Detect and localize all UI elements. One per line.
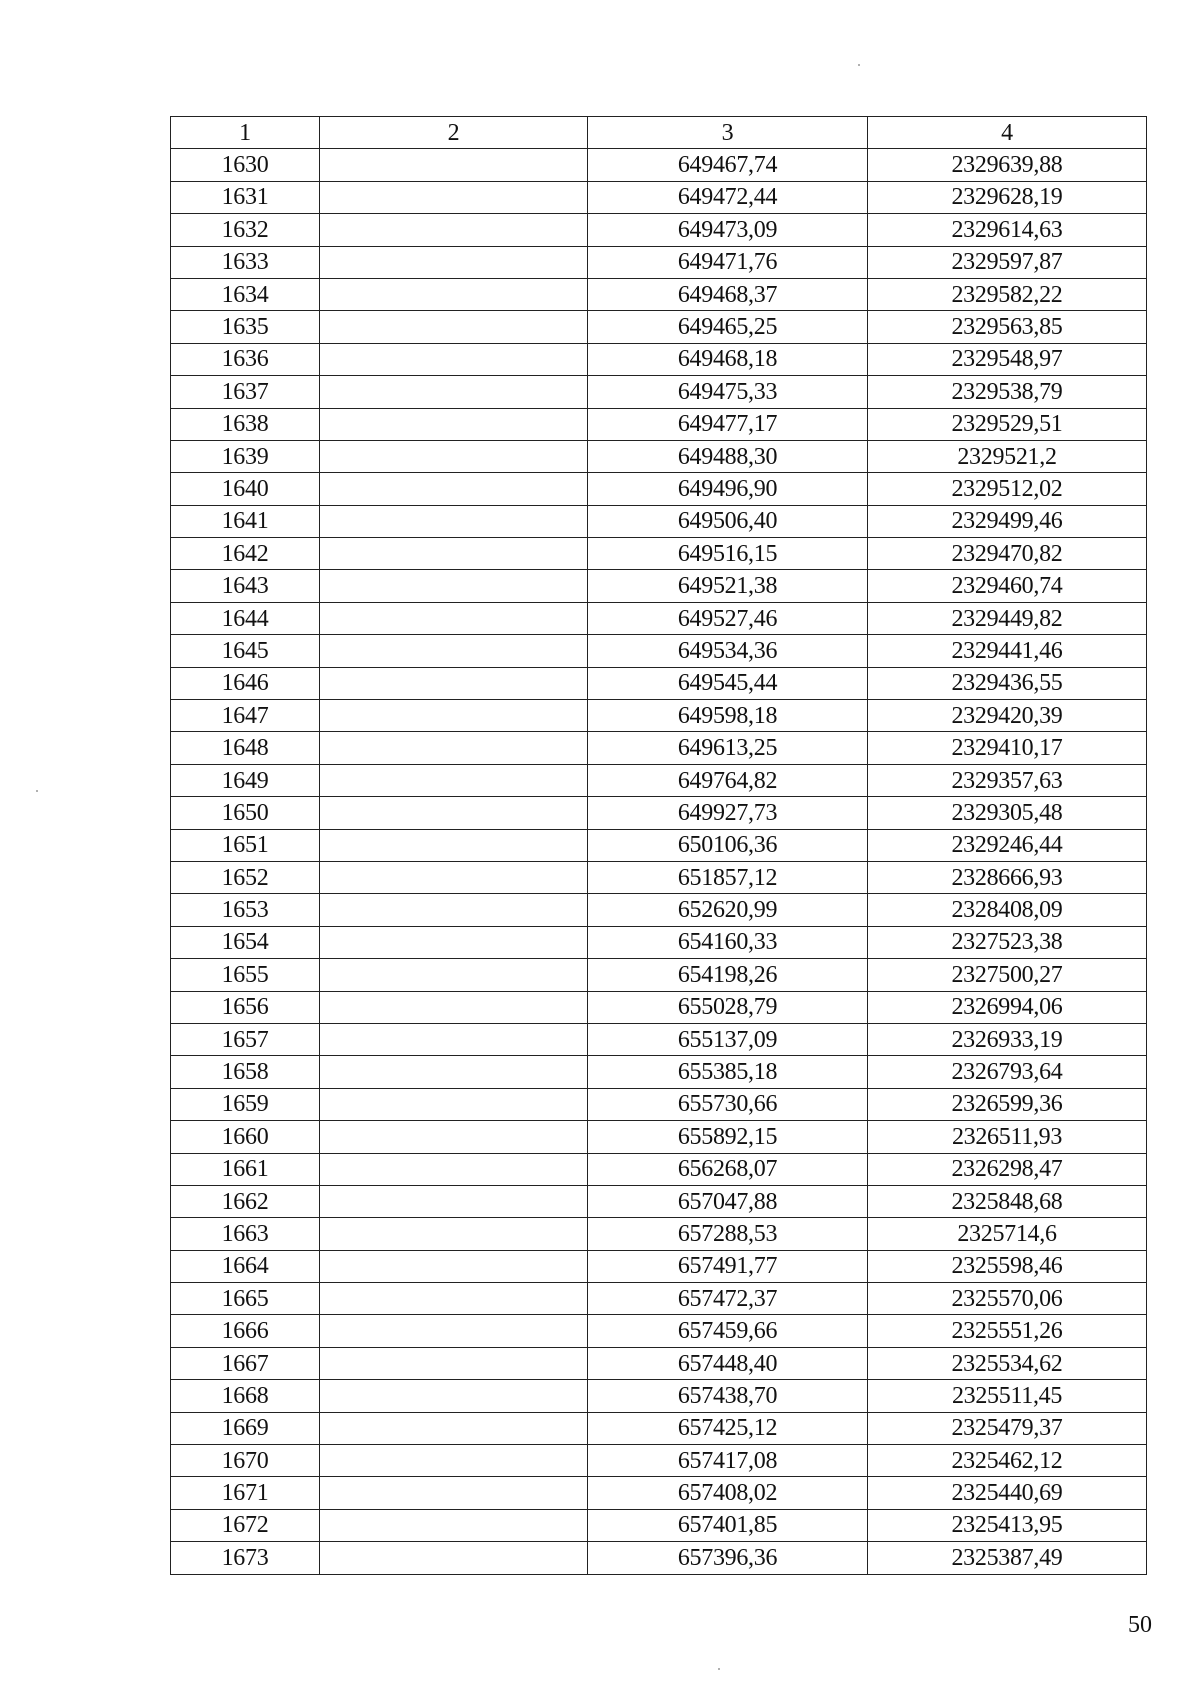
table-cell-col-4: 2325534,62 [868, 1347, 1147, 1379]
table-row [171, 1121, 1147, 1153]
table-cell-col-3: 657408,02 [588, 1477, 868, 1509]
table-cell-col-3: 657047,88 [588, 1185, 868, 1217]
table-cell-col-2 [320, 538, 588, 570]
table-cell-col-1: 1643 [171, 570, 320, 602]
table-cell-col-4: 2329521,2 [868, 440, 1147, 472]
table-cell-col-2 [320, 1509, 588, 1541]
table-cell-col-3: 657288,53 [588, 1218, 868, 1250]
table-cell-col-2 [320, 1153, 588, 1185]
table-cell-col-2 [320, 1088, 588, 1120]
table-cell-col-2 [320, 602, 588, 634]
table-row [171, 1347, 1147, 1379]
table-cell-col-2 [320, 1023, 588, 1055]
table-cell-col-2 [320, 1412, 588, 1444]
table-cell-col-4: 2326511,93 [868, 1121, 1147, 1153]
table-cell-col-3: 652620,99 [588, 894, 868, 926]
table-cell-col-3: 649527,46 [588, 602, 868, 634]
table-row [171, 440, 1147, 472]
table-cell-col-2 [320, 1283, 588, 1315]
table-cell-col-1: 1637 [171, 376, 320, 408]
table-cell-col-4: 2329305,48 [868, 797, 1147, 829]
table-cell-col-4: 2329628,19 [868, 181, 1147, 213]
table-cell-col-1: 1658 [171, 1056, 320, 1088]
table-row [171, 1056, 1147, 1088]
table-cell-col-3: 655730,66 [588, 1088, 868, 1120]
table-cell-col-3: 649488,30 [588, 440, 868, 472]
table-cell-col-3: 657425,12 [588, 1412, 868, 1444]
table-cell-col-1: 1655 [171, 959, 320, 991]
table-cell-col-2 [320, 440, 588, 472]
table-cell-col-3: 649468,18 [588, 343, 868, 375]
table-cell-col-2 [320, 246, 588, 278]
table-cell-col-3: 657491,77 [588, 1250, 868, 1282]
table-cell-col-3: 649465,25 [588, 311, 868, 343]
table-cell-col-4: 2329548,97 [868, 343, 1147, 375]
table-cell-col-1: 1668 [171, 1380, 320, 1412]
table-cell-col-4: 2329246,44 [868, 829, 1147, 861]
table-row [171, 1315, 1147, 1347]
table-cell-col-4: 2327523,38 [868, 926, 1147, 958]
table-cell-col-1: 1642 [171, 538, 320, 570]
table-row [171, 149, 1147, 181]
table-cell-col-3: 657472,37 [588, 1283, 868, 1315]
table-cell-col-2 [320, 311, 588, 343]
table-cell-col-1: 1634 [171, 278, 320, 310]
table-row [171, 570, 1147, 602]
table-cell-col-2 [320, 926, 588, 958]
table-row [171, 991, 1147, 1023]
table-cell-col-3: 649545,44 [588, 667, 868, 699]
table-cell-col-4: 2326298,47 [868, 1153, 1147, 1185]
table-cell-col-4: 2329538,79 [868, 376, 1147, 408]
table-cell-col-2 [320, 343, 588, 375]
table-cell-col-3: 651857,12 [588, 861, 868, 893]
table-cell-col-4: 2326994,06 [868, 991, 1147, 1023]
table-cell-col-3: 649764,82 [588, 764, 868, 796]
table-row [171, 408, 1147, 440]
table-cell-col-1: 1654 [171, 926, 320, 958]
table-cell-col-4: 2329614,63 [868, 214, 1147, 246]
table-row [171, 505, 1147, 537]
table-row [171, 214, 1147, 246]
table-cell-col-3: 649477,17 [588, 408, 868, 440]
table-cell-col-3: 655137,09 [588, 1023, 868, 1055]
table-cell-col-1: 1640 [171, 473, 320, 505]
table-row [171, 1218, 1147, 1250]
table-row [171, 797, 1147, 829]
table-cell-col-4: 2329357,63 [868, 764, 1147, 796]
table-cell-col-1: 1659 [171, 1088, 320, 1120]
table-row [171, 926, 1147, 958]
table-cell-col-4: 2326793,64 [868, 1056, 1147, 1088]
table-cell-col-1: 1657 [171, 1023, 320, 1055]
table-row [171, 602, 1147, 634]
table-cell-col-4: 2329512,02 [868, 473, 1147, 505]
table-row [171, 894, 1147, 926]
table-row [171, 311, 1147, 343]
table-cell-col-4: 2325848,68 [868, 1185, 1147, 1217]
table-cell-col-3: 657417,08 [588, 1445, 868, 1477]
table-cell-col-1: 1673 [171, 1542, 320, 1574]
table-cell-col-2 [320, 861, 588, 893]
table-cell-col-1: 1665 [171, 1283, 320, 1315]
header-cell-1: 1 [171, 117, 320, 149]
table-cell-col-2 [320, 894, 588, 926]
table-cell-col-2 [320, 1380, 588, 1412]
table-cell-col-1: 1669 [171, 1412, 320, 1444]
table-row [171, 1412, 1147, 1444]
table-cell-col-3: 655385,18 [588, 1056, 868, 1088]
table-header [171, 117, 1147, 149]
table-cell-col-4: 2325479,37 [868, 1412, 1147, 1444]
table-row [171, 246, 1147, 278]
table-cell-col-4: 2326599,36 [868, 1088, 1147, 1120]
table-cell-col-1: 1635 [171, 311, 320, 343]
table-cell-col-4: 2325440,69 [868, 1477, 1147, 1509]
table-cell-col-3: 650106,36 [588, 829, 868, 861]
table-cell-col-1: 1662 [171, 1185, 320, 1217]
table-cell-col-3: 649472,44 [588, 181, 868, 213]
table-cell-col-3: 655028,79 [588, 991, 868, 1023]
table-cell-col-1: 1631 [171, 181, 320, 213]
table-cell-col-2 [320, 700, 588, 732]
table-cell-col-2 [320, 278, 588, 310]
table-cell-col-2 [320, 505, 588, 537]
table-cell-col-2 [320, 570, 588, 602]
table-cell-col-2 [320, 667, 588, 699]
table-cell-col-2 [320, 376, 588, 408]
table-row [171, 1283, 1147, 1315]
table-cell-col-4: 2329499,46 [868, 505, 1147, 537]
table-cell-col-1: 1664 [171, 1250, 320, 1282]
table-cell-col-2 [320, 473, 588, 505]
header-cell-4: 4 [868, 117, 1147, 149]
table-cell-col-4: 2325598,46 [868, 1250, 1147, 1282]
table-cell-col-2 [320, 1056, 588, 1088]
table-row [171, 732, 1147, 764]
table-cell-col-2 [320, 1542, 588, 1574]
table-cell-col-3: 657448,40 [588, 1347, 868, 1379]
table-cell-col-1: 1632 [171, 214, 320, 246]
table-row [171, 1185, 1147, 1217]
table-row [171, 1445, 1147, 1477]
table-cell-col-4: 2329449,82 [868, 602, 1147, 634]
table-cell-col-1: 1639 [171, 440, 320, 472]
table-cell-col-4: 2325462,12 [868, 1445, 1147, 1477]
table-cell-col-3: 649467,74 [588, 149, 868, 181]
table-cell-col-2 [320, 1250, 588, 1282]
table-cell-col-1: 1644 [171, 602, 320, 634]
table-cell-col-3: 649475,33 [588, 376, 868, 408]
table-row [171, 861, 1147, 893]
table-cell-col-1: 1646 [171, 667, 320, 699]
table-cell-col-1: 1645 [171, 635, 320, 667]
table-cell-col-1: 1647 [171, 700, 320, 732]
table-row [171, 1088, 1147, 1120]
table-cell-col-3: 657459,66 [588, 1315, 868, 1347]
table-cell-col-4: 2329441,46 [868, 635, 1147, 667]
table-cell-col-3: 649613,25 [588, 732, 868, 764]
table-cell-col-4: 2325570,06 [868, 1283, 1147, 1315]
table-cell-col-2 [320, 1185, 588, 1217]
table-cell-col-4: 2329582,22 [868, 278, 1147, 310]
table-row [171, 1380, 1147, 1412]
header-cell-2: 2 [320, 117, 588, 149]
table-cell-col-1: 1656 [171, 991, 320, 1023]
table-body [171, 149, 1147, 1574]
table-cell-col-4: 2329460,74 [868, 570, 1147, 602]
table-cell-col-4: 2325551,26 [868, 1315, 1147, 1347]
table-row [171, 278, 1147, 310]
table-row [171, 1023, 1147, 1055]
table-row [171, 764, 1147, 796]
table-cell-col-1: 1648 [171, 732, 320, 764]
table-cell-col-1: 1663 [171, 1218, 320, 1250]
table-cell-col-4: 2329639,88 [868, 149, 1147, 181]
table-cell-col-3: 649598,18 [588, 700, 868, 732]
table-cell-col-1: 1649 [171, 764, 320, 796]
table-row [171, 635, 1147, 667]
table-row [171, 1542, 1147, 1574]
table-cell-col-4: 2326933,19 [868, 1023, 1147, 1055]
table-cell-col-2 [320, 764, 588, 796]
table-cell-col-2 [320, 797, 588, 829]
table-cell-col-1: 1661 [171, 1153, 320, 1185]
table-cell-col-2 [320, 1477, 588, 1509]
table-cell-col-1: 1651 [171, 829, 320, 861]
table-row [171, 1509, 1147, 1541]
table-cell-col-2 [320, 1347, 588, 1379]
coordinates-table [170, 116, 1147, 1575]
table-row [171, 1153, 1147, 1185]
table-cell-col-4: 2328408,09 [868, 894, 1147, 926]
table-cell-col-3: 656268,07 [588, 1153, 868, 1185]
table-cell-col-4: 2329470,82 [868, 538, 1147, 570]
scan-speck [36, 790, 38, 792]
table-cell-col-2 [320, 991, 588, 1023]
table-cell-col-1: 1652 [171, 861, 320, 893]
scan-speck [718, 1668, 720, 1670]
table-cell-col-1: 1650 [171, 797, 320, 829]
table-cell-col-2 [320, 1445, 588, 1477]
table-cell-col-3: 655892,15 [588, 1121, 868, 1153]
table-cell-col-2 [320, 1121, 588, 1153]
table-cell-col-1: 1672 [171, 1509, 320, 1541]
table-cell-col-3: 654160,33 [588, 926, 868, 958]
table-cell-col-3: 649516,15 [588, 538, 868, 570]
table-cell-col-3: 649534,36 [588, 635, 868, 667]
table-cell-col-4: 2328666,93 [868, 861, 1147, 893]
table-row [171, 1477, 1147, 1509]
table-cell-col-2 [320, 181, 588, 213]
table-row [171, 181, 1147, 213]
table-cell-col-4: 2325714,6 [868, 1218, 1147, 1250]
table-cell-col-3: 649927,73 [588, 797, 868, 829]
table-row [171, 376, 1147, 408]
table-cell-col-3: 654198,26 [588, 959, 868, 991]
table-cell-col-4: 2329597,87 [868, 246, 1147, 278]
table-cell-col-1: 1641 [171, 505, 320, 537]
table-row [171, 667, 1147, 699]
table-row [171, 1250, 1147, 1282]
table-cell-col-2 [320, 1218, 588, 1250]
table-row [171, 473, 1147, 505]
table-cell-col-2 [320, 214, 588, 246]
table-cell-col-1: 1666 [171, 1315, 320, 1347]
table-cell-col-3: 649468,37 [588, 278, 868, 310]
table-row [171, 343, 1147, 375]
table-cell-col-4: 2329529,51 [868, 408, 1147, 440]
table-cell-col-1: 1653 [171, 894, 320, 926]
table-cell-col-1: 1667 [171, 1347, 320, 1379]
table-cell-col-2 [320, 1315, 588, 1347]
table-cell-col-4: 2329420,39 [868, 700, 1147, 732]
table-row [171, 538, 1147, 570]
table-cell-col-1: 1630 [171, 149, 320, 181]
table-cell-col-4: 2325387,49 [868, 1542, 1147, 1574]
table-cell-col-3: 649506,40 [588, 505, 868, 537]
header-row [171, 117, 1147, 149]
table-cell-col-3: 657401,85 [588, 1509, 868, 1541]
table-cell-col-1: 1670 [171, 1445, 320, 1477]
table-cell-col-4: 2325413,95 [868, 1509, 1147, 1541]
scan-speck [858, 64, 860, 66]
table-cell-col-2 [320, 408, 588, 440]
table-cell-col-1: 1671 [171, 1477, 320, 1509]
table-cell-col-4: 2327500,27 [868, 959, 1147, 991]
header-cell-3: 3 [588, 117, 868, 149]
table-cell-col-2 [320, 829, 588, 861]
table-cell-col-1: 1636 [171, 343, 320, 375]
table-cell-col-2 [320, 149, 588, 181]
table-cell-col-4: 2329436,55 [868, 667, 1147, 699]
table-cell-col-4: 2325511,45 [868, 1380, 1147, 1412]
table-cell-col-1: 1638 [171, 408, 320, 440]
table-cell-col-3: 649496,90 [588, 473, 868, 505]
table-cell-col-2 [320, 732, 588, 764]
table-cell-col-2 [320, 635, 588, 667]
table-row [171, 829, 1147, 861]
table-cell-col-2 [320, 959, 588, 991]
table-row [171, 700, 1147, 732]
table-cell-col-4: 2329563,85 [868, 311, 1147, 343]
table-cell-col-3: 649471,76 [588, 246, 868, 278]
table-cell-col-1: 1633 [171, 246, 320, 278]
table-cell-col-3: 657438,70 [588, 1380, 868, 1412]
table-cell-col-3: 649473,09 [588, 214, 868, 246]
table-row [171, 959, 1147, 991]
page-number: 50 [1128, 1612, 1152, 1638]
table-cell-col-1: 1660 [171, 1121, 320, 1153]
table-cell-col-3: 657396,36 [588, 1542, 868, 1574]
table-cell-col-3: 649521,38 [588, 570, 868, 602]
table-cell-col-4: 2329410,17 [868, 732, 1147, 764]
